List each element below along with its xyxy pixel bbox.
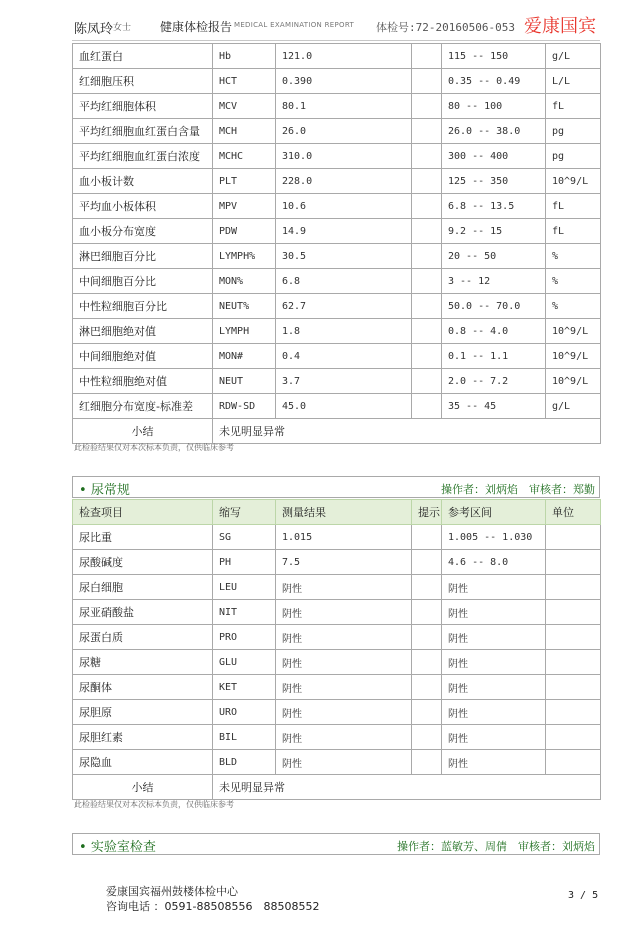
cell-code: NIT xyxy=(213,600,276,625)
urine-summary-value: 未见明显异常 xyxy=(213,775,601,800)
table-row xyxy=(73,294,601,319)
cell-ref: 0.35 -- 0.49 xyxy=(442,69,546,94)
cell-name: 血小板计数 xyxy=(73,169,213,194)
cell-flag xyxy=(412,219,442,244)
table-row xyxy=(73,625,601,650)
cell-flag xyxy=(412,369,442,394)
cell-value: 1.015 xyxy=(276,525,412,550)
cell-name: 血小板分布宽度 xyxy=(73,219,213,244)
blood-summary-row xyxy=(73,419,601,444)
cell-ref: 35 -- 45 xyxy=(442,394,546,419)
cell-value: 121.0 xyxy=(276,44,412,69)
cell-ref: 125 -- 350 xyxy=(442,169,546,194)
urine-section-title: • 尿常规 xyxy=(79,483,130,498)
cell-code: MON# xyxy=(213,344,276,369)
urine-header-row xyxy=(73,500,601,525)
cell-ref: 阴性 xyxy=(442,600,546,625)
blood-summary-value: 未见明显异常 xyxy=(213,419,601,444)
cell-ref: 80 -- 100 xyxy=(442,94,546,119)
cell-unit: 10^9/L xyxy=(546,319,601,344)
cell-name: 淋巴细胞百分比 xyxy=(73,244,213,269)
cell-code: MCHC xyxy=(213,144,276,169)
col-header-flag: 提示 xyxy=(412,500,442,525)
cell-ref: 阴性 xyxy=(442,725,546,750)
cell-name: 中间细胞百分比 xyxy=(73,269,213,294)
cell-flag xyxy=(412,600,442,625)
col-header-item: 检查项目 xyxy=(73,500,213,525)
cell-flag xyxy=(412,650,442,675)
cell-name: 中性粒细胞百分比 xyxy=(73,294,213,319)
cell-code: LYMPH xyxy=(213,319,276,344)
cell-name: 尿白细胞 xyxy=(73,575,213,600)
cell-value: 45.0 xyxy=(276,394,412,419)
cell-value: 3.7 xyxy=(276,369,412,394)
cell-unit xyxy=(546,525,601,550)
cell-value: 26.0 xyxy=(276,119,412,144)
urine-summary-row xyxy=(73,775,601,800)
table-row xyxy=(73,169,601,194)
cell-ref: 阴性 xyxy=(442,675,546,700)
cell-value: 0.390 xyxy=(276,69,412,94)
cell-unit: g/L xyxy=(546,394,601,419)
cell-value: 阴性 xyxy=(276,625,412,650)
cell-ref: 3 -- 12 xyxy=(442,269,546,294)
cell-name: 中性粒细胞绝对值 xyxy=(73,369,213,394)
cell-ref: 阴性 xyxy=(442,750,546,775)
col-header-ref: 参考区间 xyxy=(442,500,546,525)
cell-ref: 2.0 -- 7.2 xyxy=(442,369,546,394)
cell-flag xyxy=(412,625,442,650)
cell-code: LEU xyxy=(213,575,276,600)
table-row xyxy=(73,394,601,419)
table-row xyxy=(73,369,601,394)
table-row xyxy=(73,725,601,750)
cell-ref: 0.1 -- 1.1 xyxy=(442,344,546,369)
table-row xyxy=(73,69,601,94)
urine-section-header xyxy=(72,476,600,498)
cell-value: 0.4 xyxy=(276,344,412,369)
cell-name: 尿胆原 xyxy=(73,700,213,725)
cell-flag xyxy=(412,750,442,775)
cell-code: PLT xyxy=(213,169,276,194)
cell-flag xyxy=(412,525,442,550)
cell-flag xyxy=(412,244,442,269)
table-row xyxy=(73,550,601,575)
cell-ref: 阴性 xyxy=(442,575,546,600)
cell-unit: g/L xyxy=(546,44,601,69)
cell-flag xyxy=(412,344,442,369)
cell-code: MCV xyxy=(213,94,276,119)
table-row xyxy=(73,344,601,369)
cell-unit xyxy=(546,650,601,675)
brand-logo: 爱康国宾 xyxy=(524,16,596,37)
cell-ref: 115 -- 150 xyxy=(442,44,546,69)
cell-code: MON% xyxy=(213,269,276,294)
exam-number: 体检号:72-20160506-053 xyxy=(376,21,515,34)
cell-name: 尿糖 xyxy=(73,650,213,675)
report-title: 健康体检报告 xyxy=(160,20,233,34)
cell-name: 尿比重 xyxy=(73,525,213,550)
urine-summary-label: 小结 xyxy=(73,775,213,800)
cell-flag xyxy=(412,319,442,344)
cell-name: 平均血小板体积 xyxy=(73,194,213,219)
table-row xyxy=(73,525,601,550)
cell-value: 14.9 xyxy=(276,219,412,244)
cell-name: 血红蛋白 xyxy=(73,44,213,69)
cell-unit xyxy=(546,700,601,725)
cell-ref: 0.8 -- 4.0 xyxy=(442,319,546,344)
cell-unit: 10^9/L xyxy=(546,369,601,394)
cell-flag xyxy=(412,394,442,419)
cell-flag xyxy=(412,169,442,194)
cell-unit xyxy=(546,750,601,775)
cell-flag xyxy=(412,575,442,600)
urine-table xyxy=(72,499,601,800)
table-row xyxy=(73,575,601,600)
urine-note: 此检验结果仅对本次标本负责，仅供临床参考 xyxy=(74,800,234,809)
cell-code: SG xyxy=(213,525,276,550)
cell-unit: fL xyxy=(546,219,601,244)
cell-name: 尿隐血 xyxy=(73,750,213,775)
header-divider xyxy=(72,40,600,41)
footer-center-name: 爱康国宾福州鼓楼体检中心 xyxy=(106,885,238,898)
blood-summary-label: 小结 xyxy=(73,419,213,444)
cell-code: RDW-SD xyxy=(213,394,276,419)
cell-value: 310.0 xyxy=(276,144,412,169)
lab-operators: 操作者：蓝敏芳、周倩 审核者：刘炳焰 xyxy=(397,840,595,853)
cell-value: 阴性 xyxy=(276,650,412,675)
cell-code: LYMPH% xyxy=(213,244,276,269)
cell-value: 62.7 xyxy=(276,294,412,319)
cell-ref: 26.0 -- 38.0 xyxy=(442,119,546,144)
cell-code: URO xyxy=(213,700,276,725)
cell-value: 228.0 xyxy=(276,169,412,194)
cell-flag xyxy=(412,94,442,119)
cell-flag xyxy=(412,194,442,219)
cell-code: NEUT% xyxy=(213,294,276,319)
cell-unit: % xyxy=(546,269,601,294)
cell-name: 尿亚硝酸盐 xyxy=(73,600,213,625)
cell-code: PDW xyxy=(213,219,276,244)
cell-ref: 300 -- 400 xyxy=(442,144,546,169)
table-row xyxy=(73,269,601,294)
cell-code: GLU xyxy=(213,650,276,675)
cell-unit: fL xyxy=(546,194,601,219)
cell-name: 平均红细胞体积 xyxy=(73,94,213,119)
cell-value: 阴性 xyxy=(276,725,412,750)
cell-flag xyxy=(412,144,442,169)
cell-unit: fL xyxy=(546,94,601,119)
blood-routine-table xyxy=(72,43,601,444)
urine-operators: 操作者：刘炳焰 审核者：郑勤 xyxy=(441,483,595,496)
cell-ref: 20 -- 50 xyxy=(442,244,546,269)
cell-flag xyxy=(412,725,442,750)
cell-code: PH xyxy=(213,550,276,575)
lab-section-header xyxy=(72,833,600,855)
cell-value: 30.5 xyxy=(276,244,412,269)
cell-unit xyxy=(546,725,601,750)
cell-code: NEUT xyxy=(213,369,276,394)
cell-unit xyxy=(546,675,601,700)
table-row xyxy=(73,94,601,119)
cell-name: 尿蛋白质 xyxy=(73,625,213,650)
table-row xyxy=(73,119,601,144)
cell-flag xyxy=(412,119,442,144)
patient-sex: 女士 xyxy=(113,23,132,33)
cell-name: 尿酮体 xyxy=(73,675,213,700)
cell-ref: 50.0 -- 70.0 xyxy=(442,294,546,319)
table-row xyxy=(73,44,601,69)
cell-flag xyxy=(412,675,442,700)
cell-name: 红细胞分布宽度-标准差 xyxy=(73,394,213,419)
cell-value: 80.1 xyxy=(276,94,412,119)
cell-code: PRO xyxy=(213,625,276,650)
footer-phone: 咨询电话 ：0591-88508556 88508552 xyxy=(106,900,320,913)
cell-unit xyxy=(546,600,601,625)
col-header-code: 缩写 xyxy=(213,500,276,525)
cell-ref: 1.005 -- 1.030 xyxy=(442,525,546,550)
cell-value: 阴性 xyxy=(276,750,412,775)
table-row xyxy=(73,600,601,625)
cell-unit: 10^9/L xyxy=(546,344,601,369)
patient-name: 陈凤玲 xyxy=(74,22,114,37)
cell-code: HCT xyxy=(213,69,276,94)
cell-flag xyxy=(412,269,442,294)
cell-unit xyxy=(546,550,601,575)
cell-ref: 6.8 -- 13.5 xyxy=(442,194,546,219)
table-row xyxy=(73,700,601,725)
cell-flag xyxy=(412,550,442,575)
cell-unit: L/L xyxy=(546,69,601,94)
col-header-result: 测量结果 xyxy=(276,500,412,525)
cell-value: 10.6 xyxy=(276,194,412,219)
table-row xyxy=(73,650,601,675)
cell-name: 平均红细胞血红蛋白含量 xyxy=(73,119,213,144)
cell-code: BIL xyxy=(213,725,276,750)
cell-code: KET xyxy=(213,675,276,700)
cell-value: 7.5 xyxy=(276,550,412,575)
cell-unit: pg xyxy=(546,119,601,144)
cell-name: 尿胆红素 xyxy=(73,725,213,750)
table-row xyxy=(73,675,601,700)
cell-ref: 阴性 xyxy=(442,625,546,650)
table-row xyxy=(73,750,601,775)
cell-value: 6.8 xyxy=(276,269,412,294)
table-row xyxy=(73,244,601,269)
cell-value: 阴性 xyxy=(276,700,412,725)
cell-name: 淋巴细胞绝对值 xyxy=(73,319,213,344)
cell-unit xyxy=(546,625,601,650)
cell-code: MCH xyxy=(213,119,276,144)
cell-unit: pg xyxy=(546,144,601,169)
table-row xyxy=(73,319,601,344)
cell-code: Hb xyxy=(213,44,276,69)
cell-unit: % xyxy=(546,244,601,269)
cell-name: 尿酸碱度 xyxy=(73,550,213,575)
cell-name: 平均红细胞血红蛋白浓度 xyxy=(73,144,213,169)
cell-ref: 阴性 xyxy=(442,700,546,725)
cell-name: 中间细胞绝对值 xyxy=(73,344,213,369)
cell-flag xyxy=(412,294,442,319)
col-header-unit: 单位 xyxy=(546,500,601,525)
cell-ref: 4.6 -- 8.0 xyxy=(442,550,546,575)
cell-unit xyxy=(546,575,601,600)
cell-code: BLD xyxy=(213,750,276,775)
cell-unit: % xyxy=(546,294,601,319)
table-row xyxy=(73,144,601,169)
cell-name: 红细胞压积 xyxy=(73,69,213,94)
cell-flag xyxy=(412,69,442,94)
cell-ref: 阴性 xyxy=(442,650,546,675)
blood-note: 此检验结果仅对本次标本负责，仅供临床参考 xyxy=(74,443,234,452)
cell-unit: 10^9/L xyxy=(546,169,601,194)
cell-flag xyxy=(412,700,442,725)
table-row xyxy=(73,194,601,219)
page-number: 3 / 5 xyxy=(568,890,599,901)
lab-section-title: • 实验室检查 xyxy=(79,840,156,855)
cell-value: 阴性 xyxy=(276,600,412,625)
cell-value: 1.8 xyxy=(276,319,412,344)
table-row xyxy=(73,219,601,244)
cell-code: MPV xyxy=(213,194,276,219)
report-header xyxy=(0,0,642,40)
cell-flag xyxy=(412,44,442,69)
report-subtitle: MEDICAL EXAMINATION REPORT xyxy=(234,21,355,29)
cell-value: 阴性 xyxy=(276,575,412,600)
cell-ref: 9.2 -- 15 xyxy=(442,219,546,244)
cell-value: 阴性 xyxy=(276,675,412,700)
